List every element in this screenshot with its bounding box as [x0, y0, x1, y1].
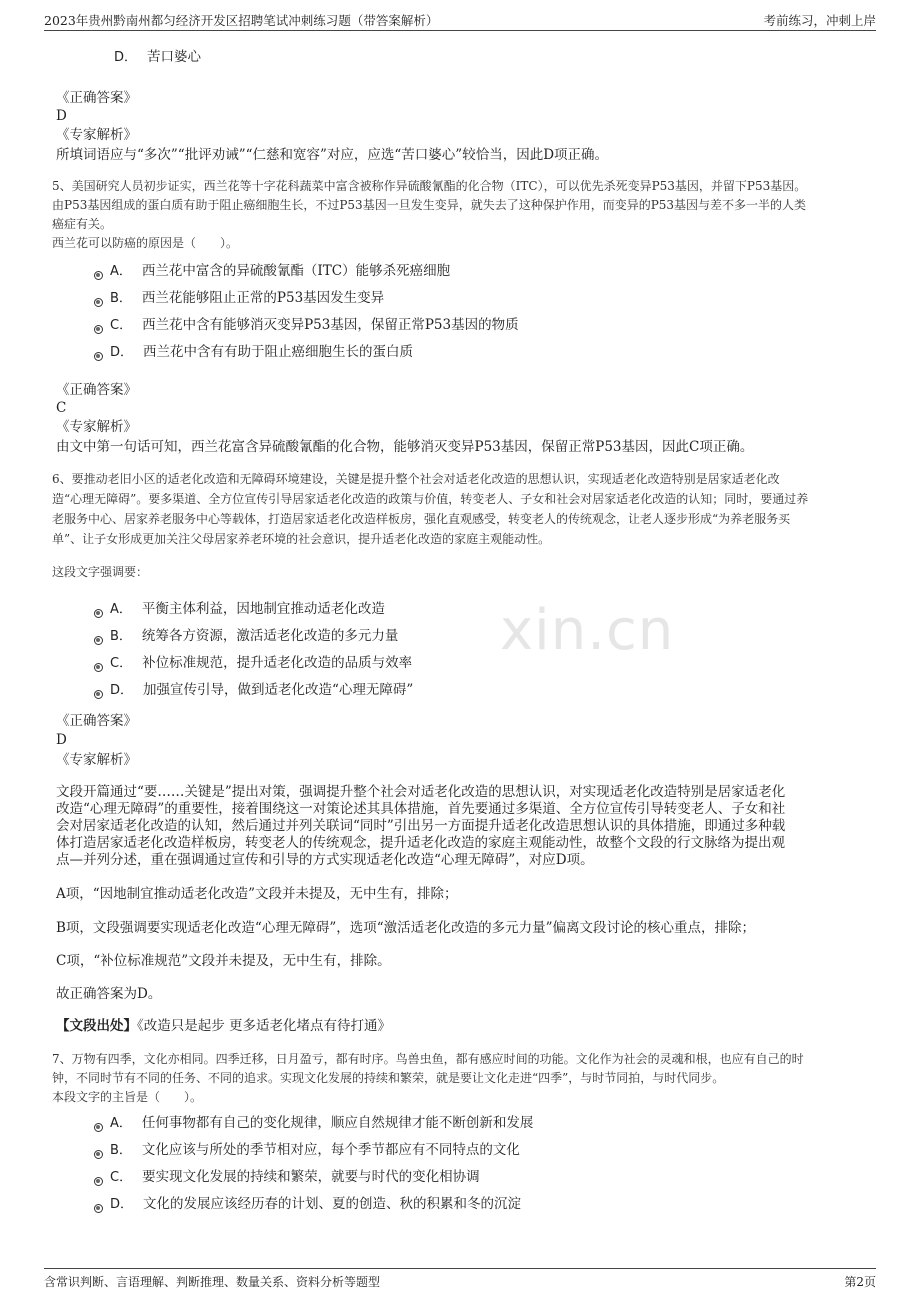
q6-analysis-line-2: 改造“心理无障碍”的重要性，接着围绕这一对策论述其具体措施，首先要通过多渠道、全方位宣传引导转变老人、子女和社: [56, 801, 786, 817]
watermark: xin.cn: [500, 598, 675, 663]
q4-analysis: 所填词语应与“多次”“批评劝诫”“仁慈和宽容”对应，应选“苦口婆心”较恰当，因此D项正确。: [56, 147, 609, 163]
q6-line-3: 老服务中心、居家养老服务中心等载体，打造居家适老化改造样板房，强化直观感受，转变老人的传统观念，让老人逐步形成“为养老服务买: [52, 512, 791, 526]
page-number: 第2页: [844, 1275, 876, 1289]
q5-analysis: 由文中第一句话可知，西兰花富含异硫酸氰酯的化合物，能够消灭变异P53基因，保留正常P53基因，因此C项正确。: [56, 439, 754, 455]
q6-analysis-label: 《专家解析》: [56, 752, 137, 768]
q6-analysis-line-4: 体打造居家适老化改造样板房，转变老人的传统观念，提升适老化改造的家庭主观能动性，故整个文段的行文脉络为提出观: [56, 835, 785, 851]
q7-option-a[interactable]: A． 任何事物都有自己的变化规律，顺应自然规律才能不断创新和发展: [94, 1111, 533, 1131]
q5-option-b[interactable]: B． 西兰花能够阻止正常的P53基因发生变异: [94, 286, 384, 306]
q5-option-c[interactable]: C． 西兰花中含有能够消灭变异P53基因，保留正常P53基因的物质: [94, 313, 519, 333]
radio-icon[interactable]: [94, 271, 103, 280]
q5-answer: C: [56, 400, 67, 416]
q5-line-1: 5、美国研究人员初步证实，西兰花等十字花科蔬菜中富含被称作异硫酸氰酯的化合物（ITC），可以优先杀死变异P53基因，并留下P53基因。: [52, 179, 807, 193]
document-title: 2023年贵州黔南州都匀经济开发区招聘笔试冲刺练习题（带答案解析）: [44, 13, 439, 28]
q6-analysis-line-3: 会对居家适老化改造的认知，然后通过并列关联词“同时”引出另一方面提升适老化改造思想认识的具体措施，即通过多种载: [56, 818, 786, 834]
source-title: 《改造只是起步 更多适老化堵点有待打通》: [137, 1018, 392, 1034]
radio-icon[interactable]: [94, 1204, 103, 1213]
q6-analysis-line-5: 点—并列分述，重在强调通过宣传和引导的方式实现适老化改造“心理无障碍”，对应D项。: [56, 852, 594, 868]
q4-answer: D: [56, 108, 67, 124]
q6-option-a[interactable]: A． 平衡主体利益，因地制宜推动适老化改造: [94, 597, 385, 617]
q6-line-1: 6、要推动老旧小区的适老化改造和无障碍环境建设，关键是提升整个社会对适老化改造的思想认识，实现适老化改造特别是居家适老化改: [52, 472, 780, 486]
radio-icon[interactable]: [94, 1150, 103, 1159]
radio-icon[interactable]: [94, 690, 103, 699]
q5-answer-label: 《正确答案》: [56, 382, 137, 398]
q6-conclusion: 故正确答案为D。: [56, 986, 162, 1002]
q6-analysis-line-1: 文段开篇通过“要……关键是”提出对策，强调提升整个社会对适老化改造的思想认识，对实现适老化改造特别是居家适老化: [56, 784, 786, 800]
radio-icon[interactable]: [94, 663, 103, 672]
radio-icon[interactable]: [94, 352, 103, 361]
radio-icon[interactable]: [94, 1177, 103, 1186]
q6-source: [56, 1016, 391, 1036]
q6-answer-label: 《正确答案》: [56, 713, 137, 729]
footer-topics: 含常识判断、言语理解、判断推理、数量关系、资料分析等题型: [44, 1275, 381, 1289]
q6-option-c[interactable]: C． 补位标准规范，提升适老化改造的品质与效率: [94, 651, 412, 671]
q7-option-c[interactable]: C． 要实现文化发展的持续和繁荣，就要与时代的变化相协调: [94, 1165, 480, 1185]
q4-answer-label: 《正确答案》: [56, 90, 137, 106]
q5-question: 西兰花可以防癌的原因是（ ）。: [52, 236, 239, 250]
source-label: 【文段出处】: [56, 1018, 137, 1034]
q6-stem: 这段文字强调要：: [52, 565, 149, 579]
q6-option-b[interactable]: B． 统筹各方资源，激活适老化改造的多元力量: [94, 624, 398, 644]
q6-answer: D: [56, 732, 67, 748]
radio-icon[interactable]: [94, 1123, 103, 1132]
q5-analysis-label: 《专家解析》: [56, 419, 137, 435]
q7-option-b[interactable]: B． 文化应该与所处的季节相对应，每个季节都应有不同特点的文化: [94, 1138, 520, 1158]
q4-option-d[interactable]: D． 苦口婆心: [114, 49, 202, 65]
page-footer: [44, 1268, 876, 1293]
page-header: [44, 8, 876, 31]
q7-line-1: 7、万物有四季，文化亦相同。四季迁移，日月盈亏，都有时序。鸟兽虫鱼，都有感应时间的功能。文化作为社会的灵魂和根，也应有自己的时: [52, 1052, 804, 1066]
q4-analysis-label: 《专家解析》: [56, 127, 137, 143]
q5-option-d[interactable]: D． 西兰花中含有有助于阻止癌细胞生长的蛋白质: [94, 340, 413, 360]
q7-option-d[interactable]: D． 文化的发展应该经历春的计划、夏的创造、秋的积累和冬的沉淀: [94, 1192, 521, 1212]
q5-option-a[interactable]: A． 西兰花中富含的异硫酸氰酯（ITC）能够杀死癌细胞: [94, 259, 450, 279]
radio-icon[interactable]: [94, 636, 103, 645]
q6-option-d[interactable]: D． 加强宣传引导，做到适老化改造“心理无障碍”: [94, 678, 413, 698]
q6-analysis-a: A项，“因地制宜推动适老化改造”文段并未提及，无中生有，排除；: [56, 886, 458, 902]
q6-line-4: 单”、让子女形成更加关注父母居家养老环境的社会意识，提升适老化改造的家庭主观能动性。: [52, 532, 551, 546]
q5-line-3: 癌症有关。: [52, 217, 113, 231]
q5-line-2: 由P53基因组成的蛋白质有助于阻止癌细胞生长，不过P53基因一旦发生变异，就失去了这种保护作用，而变异的P53基因与差不多一半的人类: [52, 198, 807, 212]
q7-line-2: 钟，不同时节有不同的任务、不同的追求。实现文化发展的持续和繁荣，就是要让文化走进“四季”，与时节同拍，与时代同步。: [52, 1071, 725, 1085]
q6-analysis-b: B项，文段强调要实现适老化改造“心理无障碍”，选项“激活适老化改造的多元力量”偏离文段讨论的核心重点，排除；: [56, 920, 756, 936]
q6-line-2: 造“心理无障碍”。要多渠道、全方位宣传引导居家适老化改造的政策与价值，转变老人、子女和社会对居家适老化改造的认知；同时，要通过养: [52, 492, 809, 506]
q6-analysis-c: C项，“补位标准规范”文段并未提及，无中生有，排除。: [56, 953, 391, 969]
header-slogan: 考前练习，冲刺上岸: [763, 13, 876, 28]
radio-icon[interactable]: [94, 609, 103, 618]
radio-icon[interactable]: [94, 325, 103, 334]
q7-question: 本段文字的主旨是（ ）。: [52, 1090, 203, 1104]
radio-icon[interactable]: [94, 298, 103, 307]
